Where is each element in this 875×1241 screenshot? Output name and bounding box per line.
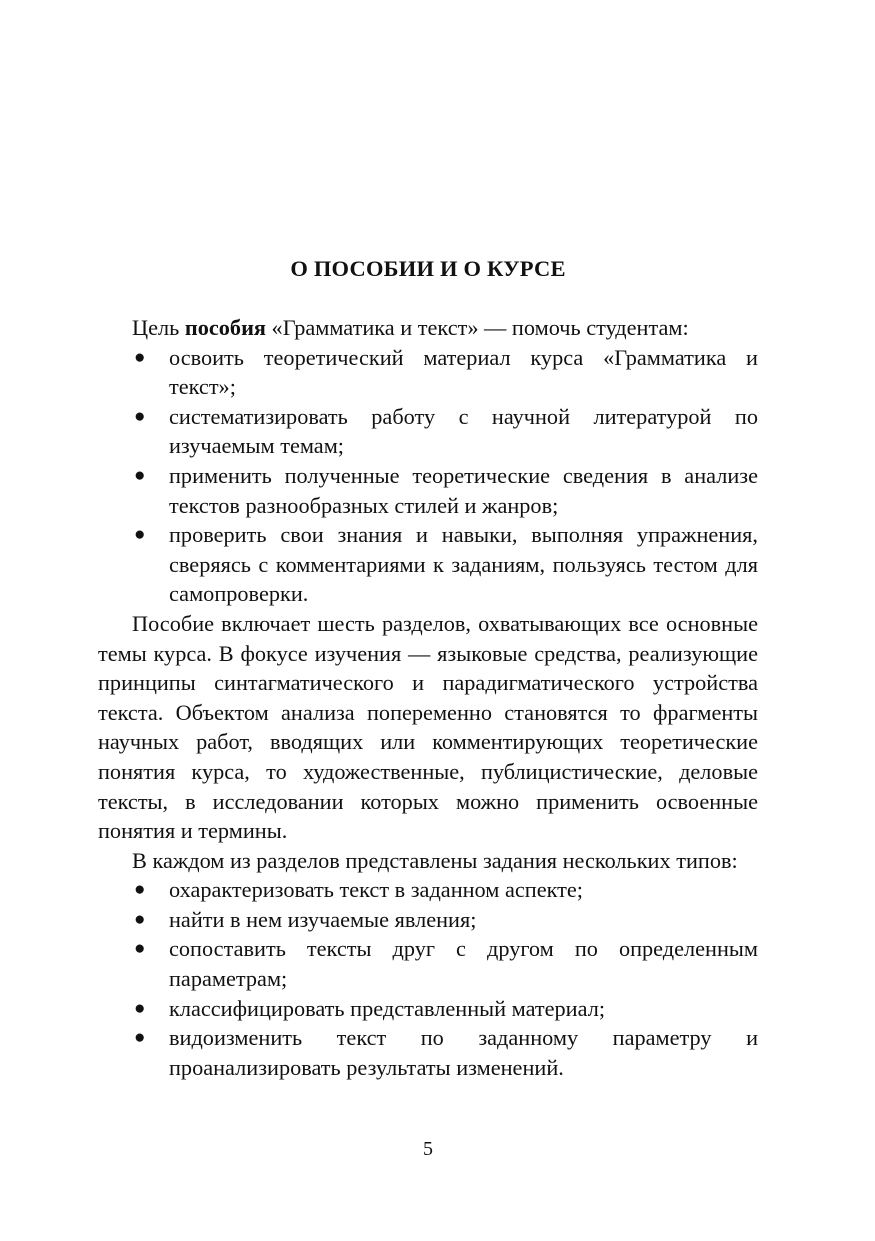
list-item xyxy=(98,343,758,402)
bullet-icon: ● xyxy=(134,346,146,368)
list-item xyxy=(98,1023,758,1082)
body-text xyxy=(98,313,758,1082)
list-item xyxy=(98,905,758,935)
list-item xyxy=(98,994,758,1024)
list-item-text: систематизировать работу с научной литературой по изучаемым темам; xyxy=(169,403,758,459)
list-item-text: освоить теоретический материал курса «Грамматика и текст»; xyxy=(169,344,758,400)
bullet-icon: ● xyxy=(134,524,146,546)
intro-bold-word: пособия xyxy=(184,315,266,340)
task-types-list xyxy=(98,875,758,1082)
list-item xyxy=(98,402,758,461)
intro-text-after: «Грамматика и текст» — помочь студентам: xyxy=(265,315,689,340)
list-item-text: классифицировать представленный материал; xyxy=(169,995,606,1021)
intro-paragraph xyxy=(98,313,758,343)
list-item-text: найти в нем изучаемые явления; xyxy=(169,906,477,932)
list-item-text: сопоставить тексты друг с другом по определенным параметрам; xyxy=(169,936,758,992)
course-description-paragraph: Пособие включает шесть разделов, охватывающих все основные темы курса. В фокусе изучения — языковые средства, реализующие принципы синтагматического и парадигматического устройства текста. Объектом анализа попеременно становятся то фрагменты научных работ, вводящих или комментирующих теоретические понятия курса, то художественные, публицистические, деловые тексты, в исследовании которых можно применить освоенные понятия и термины. xyxy=(98,610,758,844)
goals-list xyxy=(98,343,758,609)
bullet-icon: ● xyxy=(134,879,146,901)
list-item-text: охарактеризовать текст в заданном аспекте; xyxy=(169,877,583,903)
page-number: 5 xyxy=(423,1138,433,1160)
bullet-icon: ● xyxy=(134,1027,146,1049)
bullet-icon: ● xyxy=(134,997,146,1019)
list-item-text: видоизменить текст по заданному параметру и проанализировать результаты изменений. xyxy=(169,1025,758,1080)
list-item xyxy=(98,520,758,609)
list-item-text: применить полученные теоретические сведения в анализе текстов разнообразных стилей и жанров; xyxy=(169,462,758,518)
task-types-intro-paragraph: В каждом из разделов представлены задания нескольких типов: xyxy=(132,847,738,873)
bullet-icon: ● xyxy=(134,938,146,960)
list-item xyxy=(98,934,758,993)
bullet-icon: ● xyxy=(134,908,146,930)
bullet-icon: ● xyxy=(134,464,146,486)
list-item xyxy=(98,461,758,520)
intro-text-before: Цель xyxy=(132,315,185,340)
page-title: О ПОСОБИИ И О КУРСЕ xyxy=(290,256,566,281)
bullet-icon: ● xyxy=(134,405,146,427)
list-item xyxy=(98,875,758,905)
list-item-text: проверить свои знания и навыки, выполняя упражнения, сверяясь с комментариями к заданиям, пользуясь тестом для самопроверки. xyxy=(169,522,758,607)
